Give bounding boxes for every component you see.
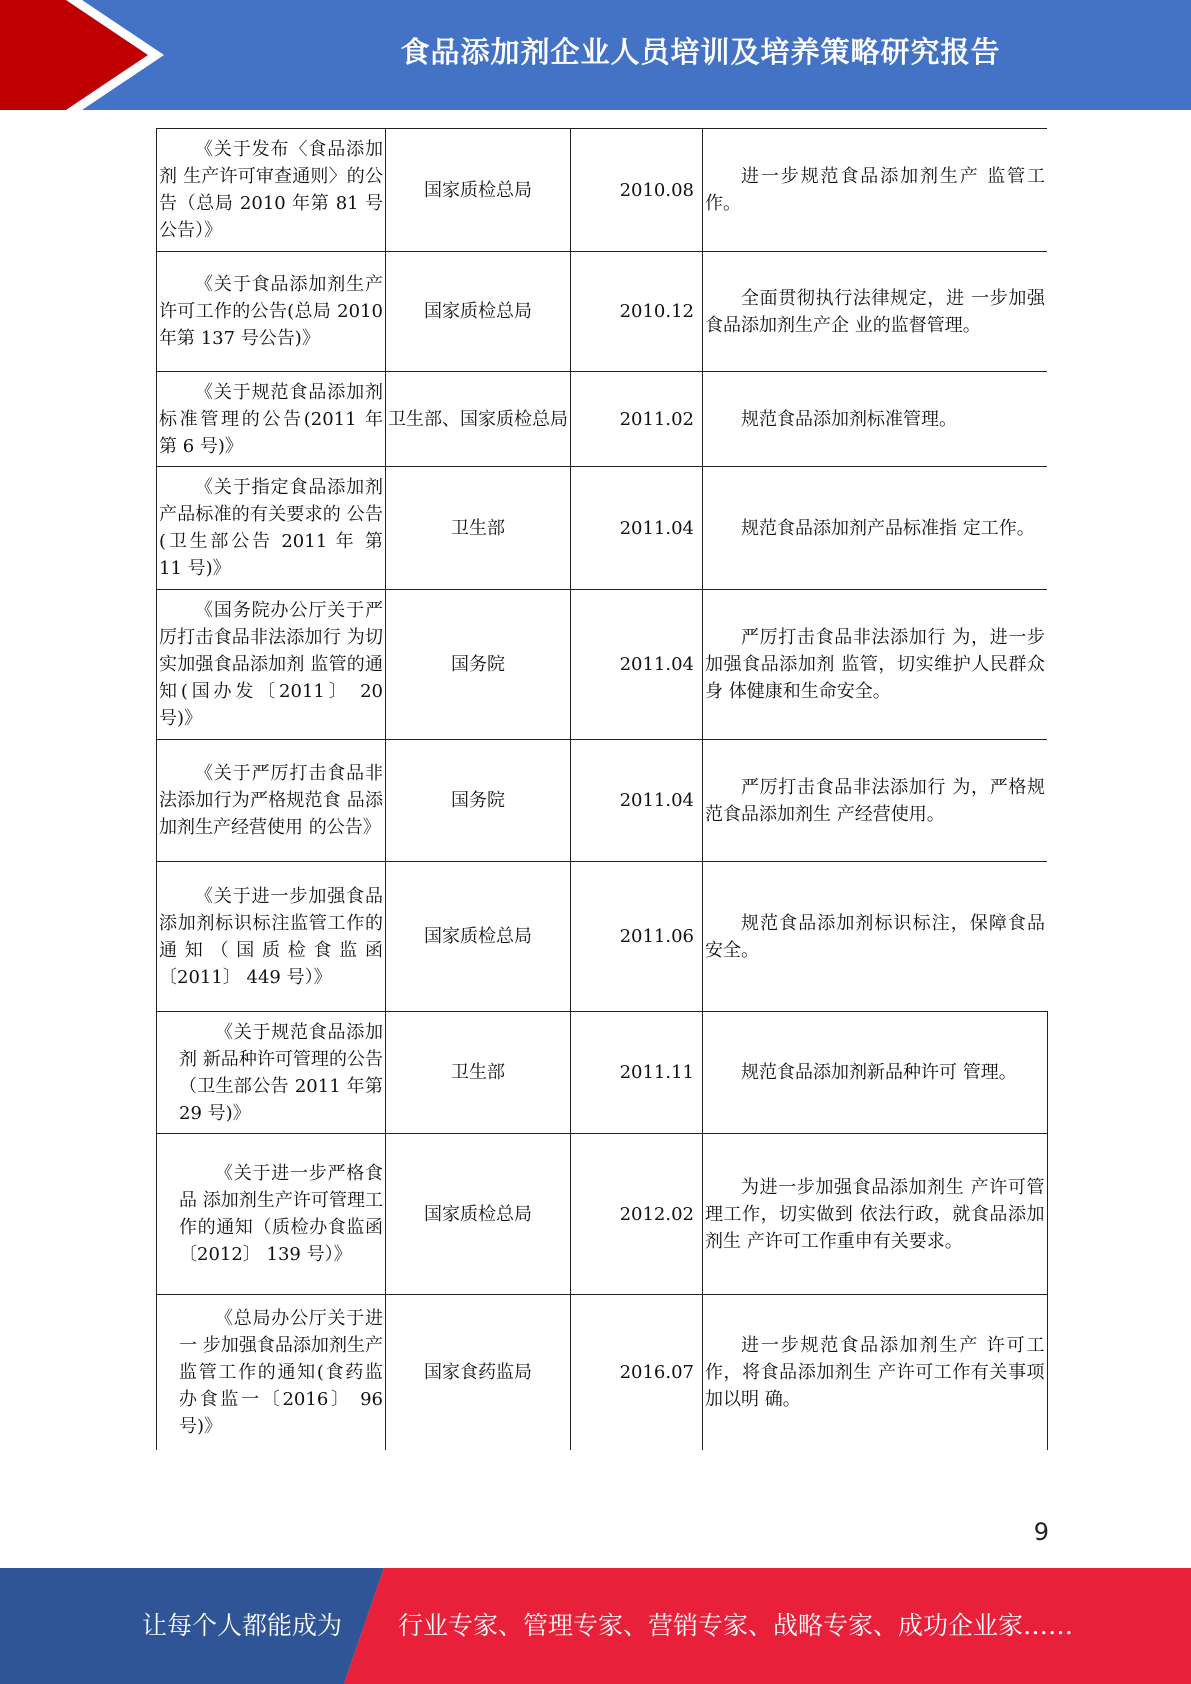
document-name-cell: 《关于规范食品添加剂 新品种许可管理的公告（卫生部公告 2011 年第 29 号)》	[157, 1012, 386, 1134]
issuer-cell: 国务院	[386, 740, 571, 862]
description-cell: 规范食品添加剂产品标准指 定工作。	[703, 467, 1048, 590]
date-cell: 2016.07	[571, 1295, 703, 1450]
document-name-cell: 《关于指定食品添加剂 产品标准的有关要求的 公告(卫生部公告 2011 年 第 11 号)》	[157, 467, 386, 590]
table-row	[157, 590, 1048, 740]
date-cell: 2011.02	[571, 372, 703, 467]
footer-slogan-left: 让每个人都能成为	[142, 1611, 343, 1640]
issuer-cell: 国家质检总局	[386, 129, 571, 252]
table-row	[157, 1012, 1048, 1134]
date-cell: 2010.12	[571, 252, 703, 372]
date-cell: 2011.04	[571, 467, 703, 590]
page-footer	[0, 1568, 1191, 1684]
issuer-cell: 国家质检总局	[386, 1134, 571, 1295]
document-name-cell: 《关于进一步加强食品 添加剂标识标注监管工作的通知（国质检食监函〔2011〕 449 号）》	[157, 862, 386, 1012]
issuer-cell: 国家食药监局	[386, 1295, 571, 1450]
table-row	[157, 1134, 1048, 1295]
description-cell: 规范食品添加剂标识标注，保障食品安全。	[703, 862, 1048, 1012]
table-row	[157, 740, 1048, 862]
table-row	[157, 372, 1048, 467]
document-name-cell: 《国务院办公厅关于严 厉打击食品非法添加行 为切实加强食品添加剂 监管的通知(国办发〔2011〕 20 号)》	[157, 590, 386, 740]
date-cell: 2011.06	[571, 862, 703, 1012]
issuer-cell: 国家质检总局	[386, 862, 571, 1012]
date-cell: 2011.04	[571, 740, 703, 862]
description-cell: 进一步规范食品添加剂生产 监管工作。	[703, 129, 1048, 252]
description-cell: 全面贯彻执行法律规定，进 一步加强食品添加剂生产企 业的监督管理。	[703, 252, 1048, 372]
table-row	[157, 1295, 1048, 1450]
document-name-cell: 《关于严厉打击食品非 法添加行为严格规范食 品添加剂生产经营使用 的公告》	[157, 740, 386, 862]
table-row	[157, 862, 1048, 1012]
table-row	[157, 252, 1048, 372]
page-number: 9	[1033, 1518, 1049, 1546]
description-cell: 规范食品添加剂标准管理。	[703, 372, 1048, 467]
date-cell: 2010.08	[571, 129, 703, 252]
description-cell: 为进一步加强食品添加剂生 产许可管理工作，切实做到 依法行政，就食品添加剂生 产许可工作重申有关要求。	[703, 1134, 1048, 1295]
document-name-cell: 《关于规范食品添加剂 标准管理的公告(2011 年 第 6 号)》	[157, 372, 386, 467]
issuer-cell: 卫生部	[386, 467, 571, 590]
regulations-table	[156, 128, 1048, 1450]
document-name-cell: 《总局办公厅关于进一 步加强食品添加剂生产 监管工作的通知(食药监 办食监一〔2016〕 96 号)》	[157, 1295, 386, 1450]
date-cell: 2012.02	[571, 1134, 703, 1295]
document-name-cell: 《关于进一步严格食品 添加剂生产许可管理工 作的通知（质检办食监函〔2012〕 139 号）》	[157, 1134, 386, 1295]
description-cell: 进一步规范食品添加剂生产 许可工作，将食品添加剂生 产许可工作有关事项加以明 确。	[703, 1295, 1048, 1450]
description-cell: 规范食品添加剂新品种许可 管理。	[703, 1012, 1048, 1134]
issuer-cell: 国家质检总局	[386, 252, 571, 372]
table-row	[157, 467, 1048, 590]
issuer-cell: 卫生部	[386, 1012, 571, 1134]
header-title: 食品添加剂企业人员培训及培养策略研究报告	[400, 34, 1001, 69]
table-row	[157, 129, 1048, 252]
date-cell: 2011.04	[571, 590, 703, 740]
issuer-cell: 卫生部、国家质检总局	[386, 372, 571, 467]
document-name-cell: 《关于食品添加剂生产 许可工作的公告(总局 2010 年第 137 号公告)》	[157, 252, 386, 372]
document-name-cell: 《关于发布〈食品添加剂 生产许可审查通则〉的公 告（总局 2010 年第 81 号 公告）》	[157, 129, 386, 252]
page-header	[0, 0, 1191, 110]
description-cell: 严厉打击食品非法添加行 为，进一步加强食品添加剂 监管，切实维护人民群众身 体健康和生命安全。	[703, 590, 1048, 740]
footer-slogan-right: 行业专家、管理专家、营销专家、战略专家、成功企业家……	[398, 1611, 1074, 1640]
description-cell: 严厉打击食品非法添加行 为，严格规范食品添加剂生 产经营使用。	[703, 740, 1048, 862]
issuer-cell: 国务院	[386, 590, 571, 740]
date-cell: 2011.11	[571, 1012, 703, 1134]
